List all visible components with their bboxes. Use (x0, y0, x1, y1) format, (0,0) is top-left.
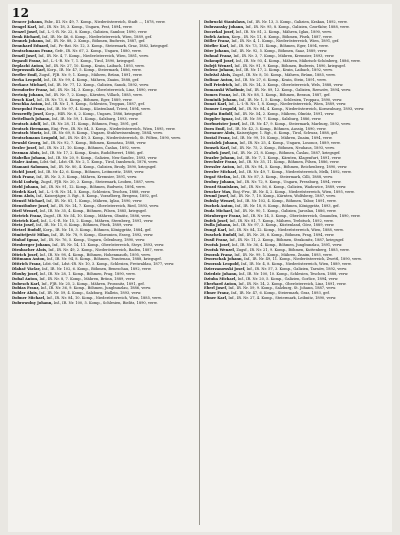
entry-name: Dietrich Franz, (12, 213, 43, 218)
entry-name: Dienstl Michael, (12, 199, 46, 204)
left-column (12, 20, 196, 306)
entry-name: Donner Leopold, (204, 107, 238, 112)
entry-name: Dorn Emil, (204, 126, 226, 131)
entry-details: Inf., IR. Nr. 7, 10. Komp., Kärnten, Wolfsberg, 1887, verw. (230, 194, 336, 199)
entry-name: Domes Franz, (204, 92, 232, 97)
entry-details: Inf., IR. Nr. 99, 4. Komp., Mähren, Znaim, 1888, gef. (43, 78, 140, 83)
entry-details: Inf., IR. Nr. 94, 8. Komp., Böhmen, Trautenau, 1888, kriegsgef. (46, 257, 162, 262)
entry-name: Dewald Georg, (12, 141, 42, 146)
entry-details: Inf., IR. Nr. 14, 11. Komp., Oberösterreich, Steyr, 1893, verw. (52, 242, 165, 247)
right-column (204, 20, 388, 301)
entry-name: Deplachi Anton, (12, 63, 45, 68)
entry-details: Inf., Fr.-Bat. Nr. 12, 3. Komp., Steiermark, Graz, 1882, kriegsgef. (50, 44, 169, 49)
entry-name: Dostalek Johann, (204, 141, 239, 146)
entry-name: Dietz Josef, (12, 223, 35, 228)
entry-name: Dialer Anton, (12, 160, 39, 165)
entry-details: Inf., IR. Nr. 80, 4. Komp., Galizien, Brody, 1890, kriegsgef. (50, 165, 157, 170)
entry-details: Inf., IR. Nr. 100, 5. Komp., Schlesien, Bielitz, 1890, verw. (53, 300, 158, 305)
page-number: 12 (12, 6, 30, 20)
entry-name: Dziuba Michael, (204, 276, 237, 281)
entry-name: Dousek Karl, (204, 145, 231, 150)
entry-name: Dörfler Karl, (204, 44, 230, 49)
entry-name: Dobrzansky Johann, (204, 24, 245, 29)
entry-name: Derkacz Michael, (12, 82, 47, 87)
entry-details: Inf., IR. Nr. 1, 5. Komp., Schlesien, Troppau, 1890, verw. (239, 97, 343, 102)
entry-details: Inf., IR. Nr. 18, 3. Komp., Ungarn, Pest, 1894, verw. (38, 24, 133, 29)
entry-details: Inf., IR. Nr. 81, 2. Komp., Mähren, Iglau, 1890, verw. (235, 29, 332, 34)
entry-name: Dulla Johann, (204, 223, 232, 228)
entry-name: Dettelbach Johann, (12, 116, 51, 121)
entry-details: Inf., IR. Nr. 21, 8. Komp., Böhmen, Časlau, 1887, kriegsgef. (232, 150, 341, 155)
entry-details: Inf., L.-I.-R. Nr. 15, 2. Komp., Mähren, Sternberg, 1891, verw. (40, 218, 154, 223)
entry-name: Dolenc Johann, (204, 68, 235, 73)
entry-name: Dencer Johann, (12, 20, 44, 24)
entry-details: Inf., IR. Nr. 35, 11. Komp., Böhmen, Pilsen, 1886, verw. (238, 160, 340, 165)
entry-name: Dolinar Anton, (204, 78, 234, 83)
entry-details: Inf., IR. Nr. 7, 2. Komp., Kärnten, Villach, 1885, verw. (45, 92, 143, 97)
entry-name: Derka Leopold, (12, 78, 43, 83)
entry-details: Inf., L.-I.-R. Nr. 22, 8. Komp., Galizien, Sambor, 1890, verw. (39, 29, 148, 34)
entry-name: Dvořak Wenzel, (204, 247, 236, 252)
entry-details: Inf., IR. Nr. 25, 4. Komp., Ungarn, Losoncz, 1889, verw. (239, 141, 341, 146)
entry-name: Ebner Karl, (204, 296, 228, 301)
entry-name: Dürnberger Franz, (204, 213, 242, 218)
entry-details: Inf., IR. Nr. 20, 9. Komp., Galizien, Neu-Sandec, 1893, verw. (47, 155, 158, 160)
entry-name: Dobias Franz, (12, 286, 40, 291)
entry-name: Denk Richard, (12, 34, 41, 39)
entry-details: Inf., IR. Nr. 92, 7. Komp., Böhmen, Komotau, 1888, verw. (42, 141, 147, 146)
entry-name: Draxler Johann, (204, 155, 236, 160)
entry-details: Inf., IR. Nr. 69, 8. Komp., Ungarn, Stuhlweissenburg, 1884, verw. (43, 131, 163, 136)
entry-details: Inf., IR. Nr. 11, 6. Komp., Böhmen, Písek, 1889, verw. (36, 223, 134, 228)
entry-details: Inf., IR. Nr. 84, 12. Komp., Niederösterreich, Wien, 1888, verw. (228, 228, 344, 233)
entry-details: Inf., IR. Nr. 77, 12. Komp., Galizien, Sanok, 1892, verw. (48, 82, 149, 87)
entry-name: Döller Franz, (204, 39, 231, 44)
entry-name: Diensthuber Josef, (12, 204, 50, 209)
entry-name: Ebner Franz, (204, 291, 230, 296)
entry-name: Dirnbacher Alois, (12, 247, 48, 252)
entry-name: Dusil Franz, (204, 237, 229, 242)
entry-details: Inf., FJB. Nr. 25, 2. Komp., Mähren, Prossnitz, 1891, gef. (41, 281, 145, 286)
entry-name: Derndorfer Franz, (12, 87, 49, 92)
entry-name: Dornauer Alois, (204, 131, 236, 136)
entry-details: Inf., IR. Nr. 73, 6. Komp., Böhmen, Eger, 1889, verw. (36, 97, 133, 102)
entry-details: Inf., IR. Nr. 84, 4. Komp., Niederösterreich, Korneuburg, 1893, verw. (238, 107, 365, 112)
entry-details: Inf., IR. Nr. 56, 6. Komp., Galizien, Wadowice, 1889, verw. (240, 184, 347, 189)
entry-details: Inf., IR. Nr. 59, 7. Komp., Salzburg, 1886, verw. (234, 116, 322, 121)
entry-name: Duchek Anton, (204, 204, 234, 209)
entry-details: Inf., IR. Nr. 99, 1. Komp., Mähren, Znaim, 1893, verw. (234, 252, 333, 257)
entry-name: Dirnberger Johann, (12, 242, 52, 247)
entry-name: Diem Alois, (12, 194, 36, 199)
entry-details: Kaiserjäger, 1. Rgt., 6. Komp., Tirol, Schwaz, 1888, gef. (236, 131, 338, 136)
entry-details: Inf., IR. Nr. 14, 2. Komp., Oberösterreich, Linz, 1891, verw. (238, 281, 347, 286)
entry-name: Dennhard Eduard, (12, 44, 50, 49)
entry-details: Inf., IR. Nr. 91, 12. Komp., Böhmen, Budweis, 1894, verw. (40, 184, 146, 189)
entry-details: Inf., IR. Nr. 75, 2. Komp., Böhmen, Neuhaus, 1893, verw. (231, 145, 335, 150)
entry-details: Inf., IR. Nr. 11, 2. Komp., Böhmen, Strakonitz, 1887, kriegsgef. (229, 237, 345, 242)
entry-details: Inf., IR. Nr. 92, 5. Komp., Böhmen, Saaz, 1889, verw. (231, 49, 328, 54)
entry-details: Inf., IR. Nr. 98, 4. Komp., Böhmen, Hohenmauth, 1895, verw. (39, 252, 151, 257)
entry-name: Eberl Josef, (204, 286, 228, 291)
entry-name: Dopita Rudolf, (204, 112, 234, 117)
entry-details: Inf., IR. Nr. 20, 5. Komp., Galizien, Gorlice, 1894, verw. (237, 276, 339, 281)
entry-details: Inf., Kaiserjäger, 3. Rgt., 8. Komp., Vorarlberg, Bregenz, 1892, gef. (36, 194, 158, 199)
entry-details: Inf., IR. Nr. 17, 2. Komp., Krain, Laibach, 1892, verw. (235, 68, 333, 73)
entry-name: Deutschmann Leopold, (12, 136, 59, 141)
entry-details: Inf., IR. Nr. 89, 12. Komp., Galizien, Rzeszów, 1894, verw. (246, 87, 352, 92)
entry-details: Inf., IR. Nr. 21, 10. Komp., Böhmen, Časlau, 1892, verw. (38, 145, 141, 150)
entry-details: Inf., IR. Nr. 28, 6. Komp., Böhmen, Prag, 1894, verw. (238, 233, 335, 238)
entry-name: Dobler Alois, (12, 291, 39, 296)
entry-details: Inf., IR. Nr. 59, 1. Komp., Salzburg, 1893, verw. (51, 116, 139, 121)
entry-details: Zugsf., FJB. Nr. 20, 2. Komp., Steiermark, Leoben, 1887, verw. (40, 179, 155, 184)
entry-name: Dworschak Johann, (204, 257, 243, 262)
entry-name: Dufek Josef, (204, 218, 229, 223)
entry-name: Depauli Franz, (12, 58, 42, 63)
entry-name: Drobny Johann, (204, 179, 236, 184)
entry-name: Dominik Johann, (204, 97, 238, 102)
list-item (204, 296, 388, 301)
entry-details: Inf., IR. Nr. 95, 8. Komp., Galizien, Czortków, 1888, verw. (245, 24, 350, 29)
entry-details: Inf., IR. Nr. 27, 10. Komp., Krain, Laibach, 1893, verw. (45, 63, 145, 68)
entry-name: Druml Josef, (204, 194, 230, 199)
entry-details: Inf., IR. Nr. 100, 10. Komp., Schlesien, Teschen, 1888, verw. (238, 271, 349, 276)
entry-name: Deschka Anton, (12, 102, 44, 107)
entry-name: Deprossnik Karl, (12, 68, 46, 73)
entry-name: Duschek Rudolf, (204, 233, 238, 238)
entry-details: Inf., IR. Nr. 49, 3. Komp., Niederösterreich, St. Pölten, 1890, verw. (59, 136, 181, 141)
entry-name: Dertnig Johann, (12, 92, 45, 97)
entry-details: Inf., IR. Nr. 47, 6. Komp., Steiermark, Graz, 1893, gef. (231, 291, 330, 296)
entry-name: Dezman Alois, (12, 150, 41, 155)
entry-name: Drechsler Franz, (204, 160, 238, 165)
entry-details: Inf., IR. Nr. 91, 9. Komp., Böhmen, Budweis, 1890, kriegsgef. (234, 63, 346, 68)
entry-details: Inf., L.-I.-R. Nr. 7, 1. Komp., Tirol, 1890, kriegsgef. (42, 58, 135, 63)
entry-name: Dokoupil Josef, (204, 58, 235, 63)
entry-name: Doležal Alois, (204, 73, 232, 78)
entry-name: Dobrowolny Johann, (12, 300, 53, 305)
entry-name: Dörr Johann, (204, 49, 231, 54)
entry-details: Inf., IR. Nr. 99, 10. Komp., Mähren, Znaim, 1894, verw. (231, 136, 333, 141)
entry-details: Fabr., III. Nr. 49, 7. Komp., Niederösterreich, Stadt ..., 1878, verw. (44, 20, 166, 24)
entry-name: Drabek Josef, (204, 150, 232, 155)
entry-name: Dofek Anton, (204, 34, 231, 39)
entry-details: Inf., IR. Nr. 8, 7. Komp., Mähren, Brünn, 1889, verw. (39, 276, 136, 281)
entry-details: Inf., IR. Nr. 73, 11. Komp., Böhmen, Eger, 1894, verw. (230, 44, 329, 49)
entry-details: Inf., IR. Nr. 59, 9. Komp., Salzburg, St. Johann, 1887, verw. (228, 286, 337, 291)
entry-details: Inf., IR. Nr. 90, 1. Komp., Galizien, Jaroslau, 1886, verw. (234, 208, 337, 213)
entry-details: Korp., IR. Nr. 18, 3. Komp., Böhmen, Königgrätz, 1884, gef. (43, 228, 152, 233)
entry-details: Korp., IR. Nr. 47, 5. Komp., Steiermark, 1886, verw. (47, 68, 142, 73)
entry-name: Desch Karl, (12, 97, 36, 102)
entry-name: Deutsch Moriz, (12, 131, 43, 136)
entry-name: Dietrich Karl, (12, 218, 40, 223)
entry-name: Dickl Ludwig, (12, 179, 40, 184)
entry-details: Ldst.-Inf., Ldst.-IR. Nr. 10, 3. Komp., Schlesien, Freiwaldau, 1877, verw. (42, 262, 175, 267)
entry-name: Dick Franz, (12, 175, 36, 179)
entry-name: Dolejš Wenzel, (204, 63, 234, 68)
entry-name: Dimitrijević Milan, (12, 233, 50, 238)
entry-details: Inf., L.-I.-R. Nr. 1, 8. Komp., Niederösterreich, Wien, 1889, verw. (228, 102, 347, 107)
entry-details: Inf., IR. Nr. 4, 8. Komp., Niederösterreich, Wien, 1889, verw. (241, 262, 352, 267)
entry-name: Dobrucki Stanislaus, (204, 20, 246, 24)
entry-details: Inf., IR. Nr. 54, 2. Komp., Mähren, Olmütz, 1891, verw. (234, 112, 335, 117)
entry-name: Dostal Franz, (204, 136, 231, 141)
entry-name: Dittmann Anton, (12, 257, 46, 262)
entry-name: Denzel Josef, (12, 29, 39, 34)
entry-details: Inf., IR. Nr. 57, 3. Komp., Galizien, Tarnów, 1892, verw. (246, 267, 348, 272)
entry-name: Drexler Michael, (204, 170, 238, 175)
entry-details: Inf., IR. Nr. 17, 2. Komp., Krain, Rudolfswert, 1886, gef. (41, 150, 144, 155)
entry-details: Inf., IR. Nr. 59, 4. Komp., Salzburg, Hallein, 1893, verw. (39, 291, 142, 296)
entry-name: Deutsch Hermann, (12, 126, 50, 131)
entry-name: Diedek Karl, (12, 189, 38, 194)
entry-details: Inf., IR. Nr. 81, 7. Komp., Mähren, Trebitsch, 1892, verw. (229, 218, 334, 223)
entry-details: Inf., IR. Nr. 3, 3. Komp., Mähren, Kremsier, 1891, verw. (36, 175, 138, 179)
entry-details: Inf., IR. Nr. 14, 3. Komp., Oberösterreich, Linz, 1890, verw. (49, 87, 158, 92)
entry-name: Deutsch Adolf, (12, 121, 42, 126)
entry-details: Inf., IR. Nr. 3, 7. Komp., Mähren, Kremsier, 1893, verw. (233, 53, 335, 58)
entry-name: Dziedzic Johann, (204, 271, 238, 276)
entry-name: Dworzak Leopold, (204, 262, 240, 267)
entry-name: Dobner Michael, (12, 296, 46, 301)
entry-details: Inf., IR. Nr. 42, 3. Komp., Böhmen, Aussig, 1890, verw. (226, 126, 327, 131)
entry-details: Korp., IR. Nr. 11, 6. Komp., Böhmen, Písek, 1887, verw. (231, 34, 333, 39)
entry-name: Dorfmeister Josef, (204, 121, 241, 126)
entry-details: Inf., IR. Nr. 14, 5. Komp., Oberösterreich, Gmunden, 1890, verw. (242, 213, 361, 218)
entry-name: Dichtl Josef, (12, 170, 37, 175)
entry-details: Inf., IR. Nr. 28, 1. Komp., Böhmen, Prag, 1890, verw. (39, 271, 136, 276)
entry-name: Drgač Stefan, (204, 175, 232, 179)
entry-details: Inf., IR. Nr. 4, 7. Komp., Niederösterreich, Wien, 1881, verw. (38, 53, 149, 58)
entry-details: Inf., IR. Nr. 36, 9. Komp., Böhmen, Jungbunzlau, 1886, verw. (40, 286, 152, 291)
entry-name: Dentschmann Franz, (12, 49, 54, 54)
entry-details: Inf., IR. Nr. 27, 6. Komp., Krain, Stein, 1891, verw. (234, 78, 327, 83)
list-item (12, 301, 196, 306)
entry-name: Dinhof Ignaz, (12, 237, 40, 242)
entry-name: Drucker Max, (204, 189, 232, 194)
entry-name: Dubsky Wenzel, (204, 199, 236, 204)
entry-name: Diamant Salomon, (12, 165, 50, 170)
entry-name: Dvořak Josef, (204, 242, 231, 247)
entry-details: Gefr., IR. Nr. 67, 2. Komp., Ungarn, 1880, verw. (54, 49, 142, 54)
entry-details: Inf., IR. Nr. 4, 1. Komp., Niederösterreich, Wien, 1891, gef. (231, 39, 340, 44)
entry-details: Inf., IR. Nr. 49, 2. Komp., Niederösterreich, Baden, 1887, verw. (48, 247, 164, 252)
entry-details: Inf., IR. Nr. 14, 7. Komp., Oberösterreich, Ried, 1893, verw. (50, 204, 160, 209)
entry-details: Inf., IR. Nr. 88, 1. Komp., Böhmen, Beraun, 1887, gef. (232, 92, 331, 97)
entry-name: Doczekal Josef, (204, 29, 235, 34)
entry-details: Inf., IR. Nr. 97, 3. Komp., Küstenland, Görz, 1889, verw. (232, 223, 335, 228)
entry-details: Korp., HIR. Nr. 6, 2. Komp., Ungarn, 1886, kriegsgef. (45, 112, 143, 117)
entry-details: Inf., IR. Nr. 76, 5. Komp., Ungarn, Ödenburg, 1890, verw. (40, 237, 146, 242)
entry-details: Inf., IR. Nr. 42, 6. Komp., Böhmen, Leitmeritz, 1889, verw. (37, 170, 145, 175)
entry-details: Inf., IR. Nr. 7, 1. Komp., Kärnten, Klagenfurt, 1891, verw. (236, 155, 342, 160)
entry-name: Dengel Karl, (12, 24, 38, 29)
entry-details: Inf., IR. Nr. 49, 11. Komp., Niederösterreich, Zwettl, 1890, verw. (244, 257, 362, 262)
entry-name: Dittrich Franz, (12, 262, 42, 267)
entry-details: Inf., IR. Nr. 94, 5. Komp., Böhmen, Reichenberg, 1890, verw. (236, 165, 348, 170)
entry-name: Doll Friedrich, (204, 82, 234, 87)
entry-name: Dennek Johann, (12, 39, 45, 44)
entry-details: Inf., IR. Nr. 72, 9. Komp., Ungarn, Pressburg, 1894, verw. (236, 179, 342, 184)
entry-details: Inf., IR. Nr. 49, 7. Komp., Niederösterreich, Melk, 1892, verw. (238, 170, 352, 175)
entry-details: Inf., IR. Nr. 93, 4. Komp., Mähren, Mährisch-Schönberg, 1886, verw. (235, 58, 361, 63)
entry-name: Derfler Emil, (12, 73, 38, 78)
entry-details: Inf., IR. Nr. 88, 2. Komp., Böhmen, Budweis, 1887, gef. (45, 39, 146, 44)
entry-name: Eberhard Anton, (204, 281, 238, 286)
entry-name: Donat Karl, (204, 102, 228, 107)
entry-name: Denzil Josef, (12, 53, 38, 58)
entry-name: Dlabač Václav, (12, 267, 41, 272)
entry-details: Inf., IR. Nr. 13, 3. Komp., Galizien, Krakau, 1892, verw. (247, 20, 348, 24)
entry-name: Dressler Anton, (204, 165, 236, 170)
entry-name: Dobesch Karl, (12, 281, 41, 286)
entry-details: Inf., IR. Nr. 46, 6. Komp., Niederösterreich, Wien, 1889, gef. (42, 34, 153, 39)
entry-details: Inf., IR. Nr. 97, 4. Komp., Küstenland, Triest, 1894, verw. (47, 107, 151, 112)
entry-details: Inf., IR. Nr. 84, 10. Komp., Niederösterreich, Wien, 1885, verw. (46, 296, 162, 301)
column-divider (199, 20, 200, 525)
entry-name: Desepolni Franz, (12, 107, 46, 112)
entry-name: Duda Michael, (204, 208, 234, 213)
entry-name: Dzierzanowski Josef, (204, 267, 246, 272)
entry-details: Inf., IR. Nr. 78, 9. Komp., Slawonien, Esseg, 1892, verw. (51, 233, 154, 238)
entry-details: Inf., IR. Nr. 1, 9. Komp., Schlesien, Troppau, 1887, gef. (44, 102, 145, 107)
entry-details: Inf., IR. Nr. 28, 11. Komp., Böhmen, Prag, 1891, gef. (42, 121, 139, 126)
entry-name: Ditrich Josef, (12, 252, 39, 257)
document-page (8, 4, 392, 532)
entry-name: Domanski Wladimir, (204, 87, 246, 92)
entry-details: Inf., L.-I.-R. Nr. 14, 5. Komp., Schlesien, Teschen, 1888, verw. (38, 189, 151, 194)
entry-name: Dietl Wenzel, (12, 208, 39, 213)
entry-details: Inf., IR. Nr. 36, 4. Komp., Böhmen, Jungbunzlau, 1891, verw. (231, 242, 343, 247)
entry-details: Zugsf., IR. Nr. 8, 10. Komp., Mähren, Brünn, 1885, verw. (232, 73, 336, 78)
entry-details: Inf., IR. Nr. 81, 1. Komp., Mähren, Iglau, 1890, verw. (46, 199, 143, 204)
entry-details: Ldst.-Inf., Ldst.-IR. Nr. 2, 1. Komp., Tirol, Innsbruck, 1876, verw. (40, 160, 158, 165)
entry-details: Zugsf., FJB. Nr. 9, 1. Komp., Mähren, Brünn, 1891, verw. (39, 73, 143, 78)
entry-name: Dexler Josef, (12, 145, 38, 150)
entry-name: Diebl Johann, (12, 184, 40, 189)
entry-details: Inf., IR. Nr. 35, 4. Komp., Böhmen, Pilsen, 1885, kriegsgef. (39, 208, 147, 213)
entry-name: Dungl Karl, (204, 228, 228, 233)
entry-name: Drozd Stanislaus, (204, 184, 240, 189)
entry-name: Doppler Ignaz, (204, 116, 234, 121)
entry-details: Inf., IR. Nr. 27, 4. Komp., Steiermark, Leibnitz, 1890, verw. (228, 296, 337, 301)
entry-details: Inf., IR. Nr. 47, 9. Komp., Steiermark, Marburg, 1892, verw. (241, 121, 351, 126)
entry-details: Einj.-Frw., IR. Nr. 4, 2. Komp., Niederösterreich, Wien, 1895, verw. (232, 189, 355, 194)
entry-details: Zugsf., IR. Nr. 54, 10. Komp., Mähren, Olmütz, 1886, verw. (43, 213, 151, 218)
entry-details: Inf., IR. Nr. 87, 3. Komp., Steiermark, Cilli, 1888, verw. (232, 175, 334, 179)
entry-name: Dobal Anton, (12, 276, 39, 281)
entry-name: Dessewffy Josef, (12, 112, 45, 117)
entry-name: Dworak Franz, (204, 252, 234, 257)
entry-details: Zugsf., IR. Nr. 21, 9. Komp., Böhmen, Kuttenberg, 1885, verw. (236, 247, 350, 252)
entry-details: Inf., IR. Nr. 14, 3. Komp., Oberösterreich, Wels, 1888, verw. (234, 82, 344, 87)
entry-details: Inf., IR. Nr. 102, 4. Komp., Böhmen, Tabor, 1891, verw. (236, 199, 337, 204)
entry-name: Dietzel Rudolf, (12, 228, 42, 233)
entry-details: Einj.-Frw., IR. Nr. 84, 5. Komp., Niederösterreich, Wien, 1895, verw. (51, 126, 176, 131)
entry-name: Dlouhy Josef, (12, 271, 39, 276)
entry-name: Diabelko Johann, (12, 155, 47, 160)
entry-name: Dohnal Franz, (204, 53, 233, 58)
entry-details: Inf., IR. Nr. 102, 6. Komp., Böhmen, Beneschau, 1892, verw. (41, 267, 152, 272)
entry-details: Inf., IR. Nr. 18, 8. Komp., Böhmen, Königgrätz, 1893, gef. (235, 204, 340, 209)
